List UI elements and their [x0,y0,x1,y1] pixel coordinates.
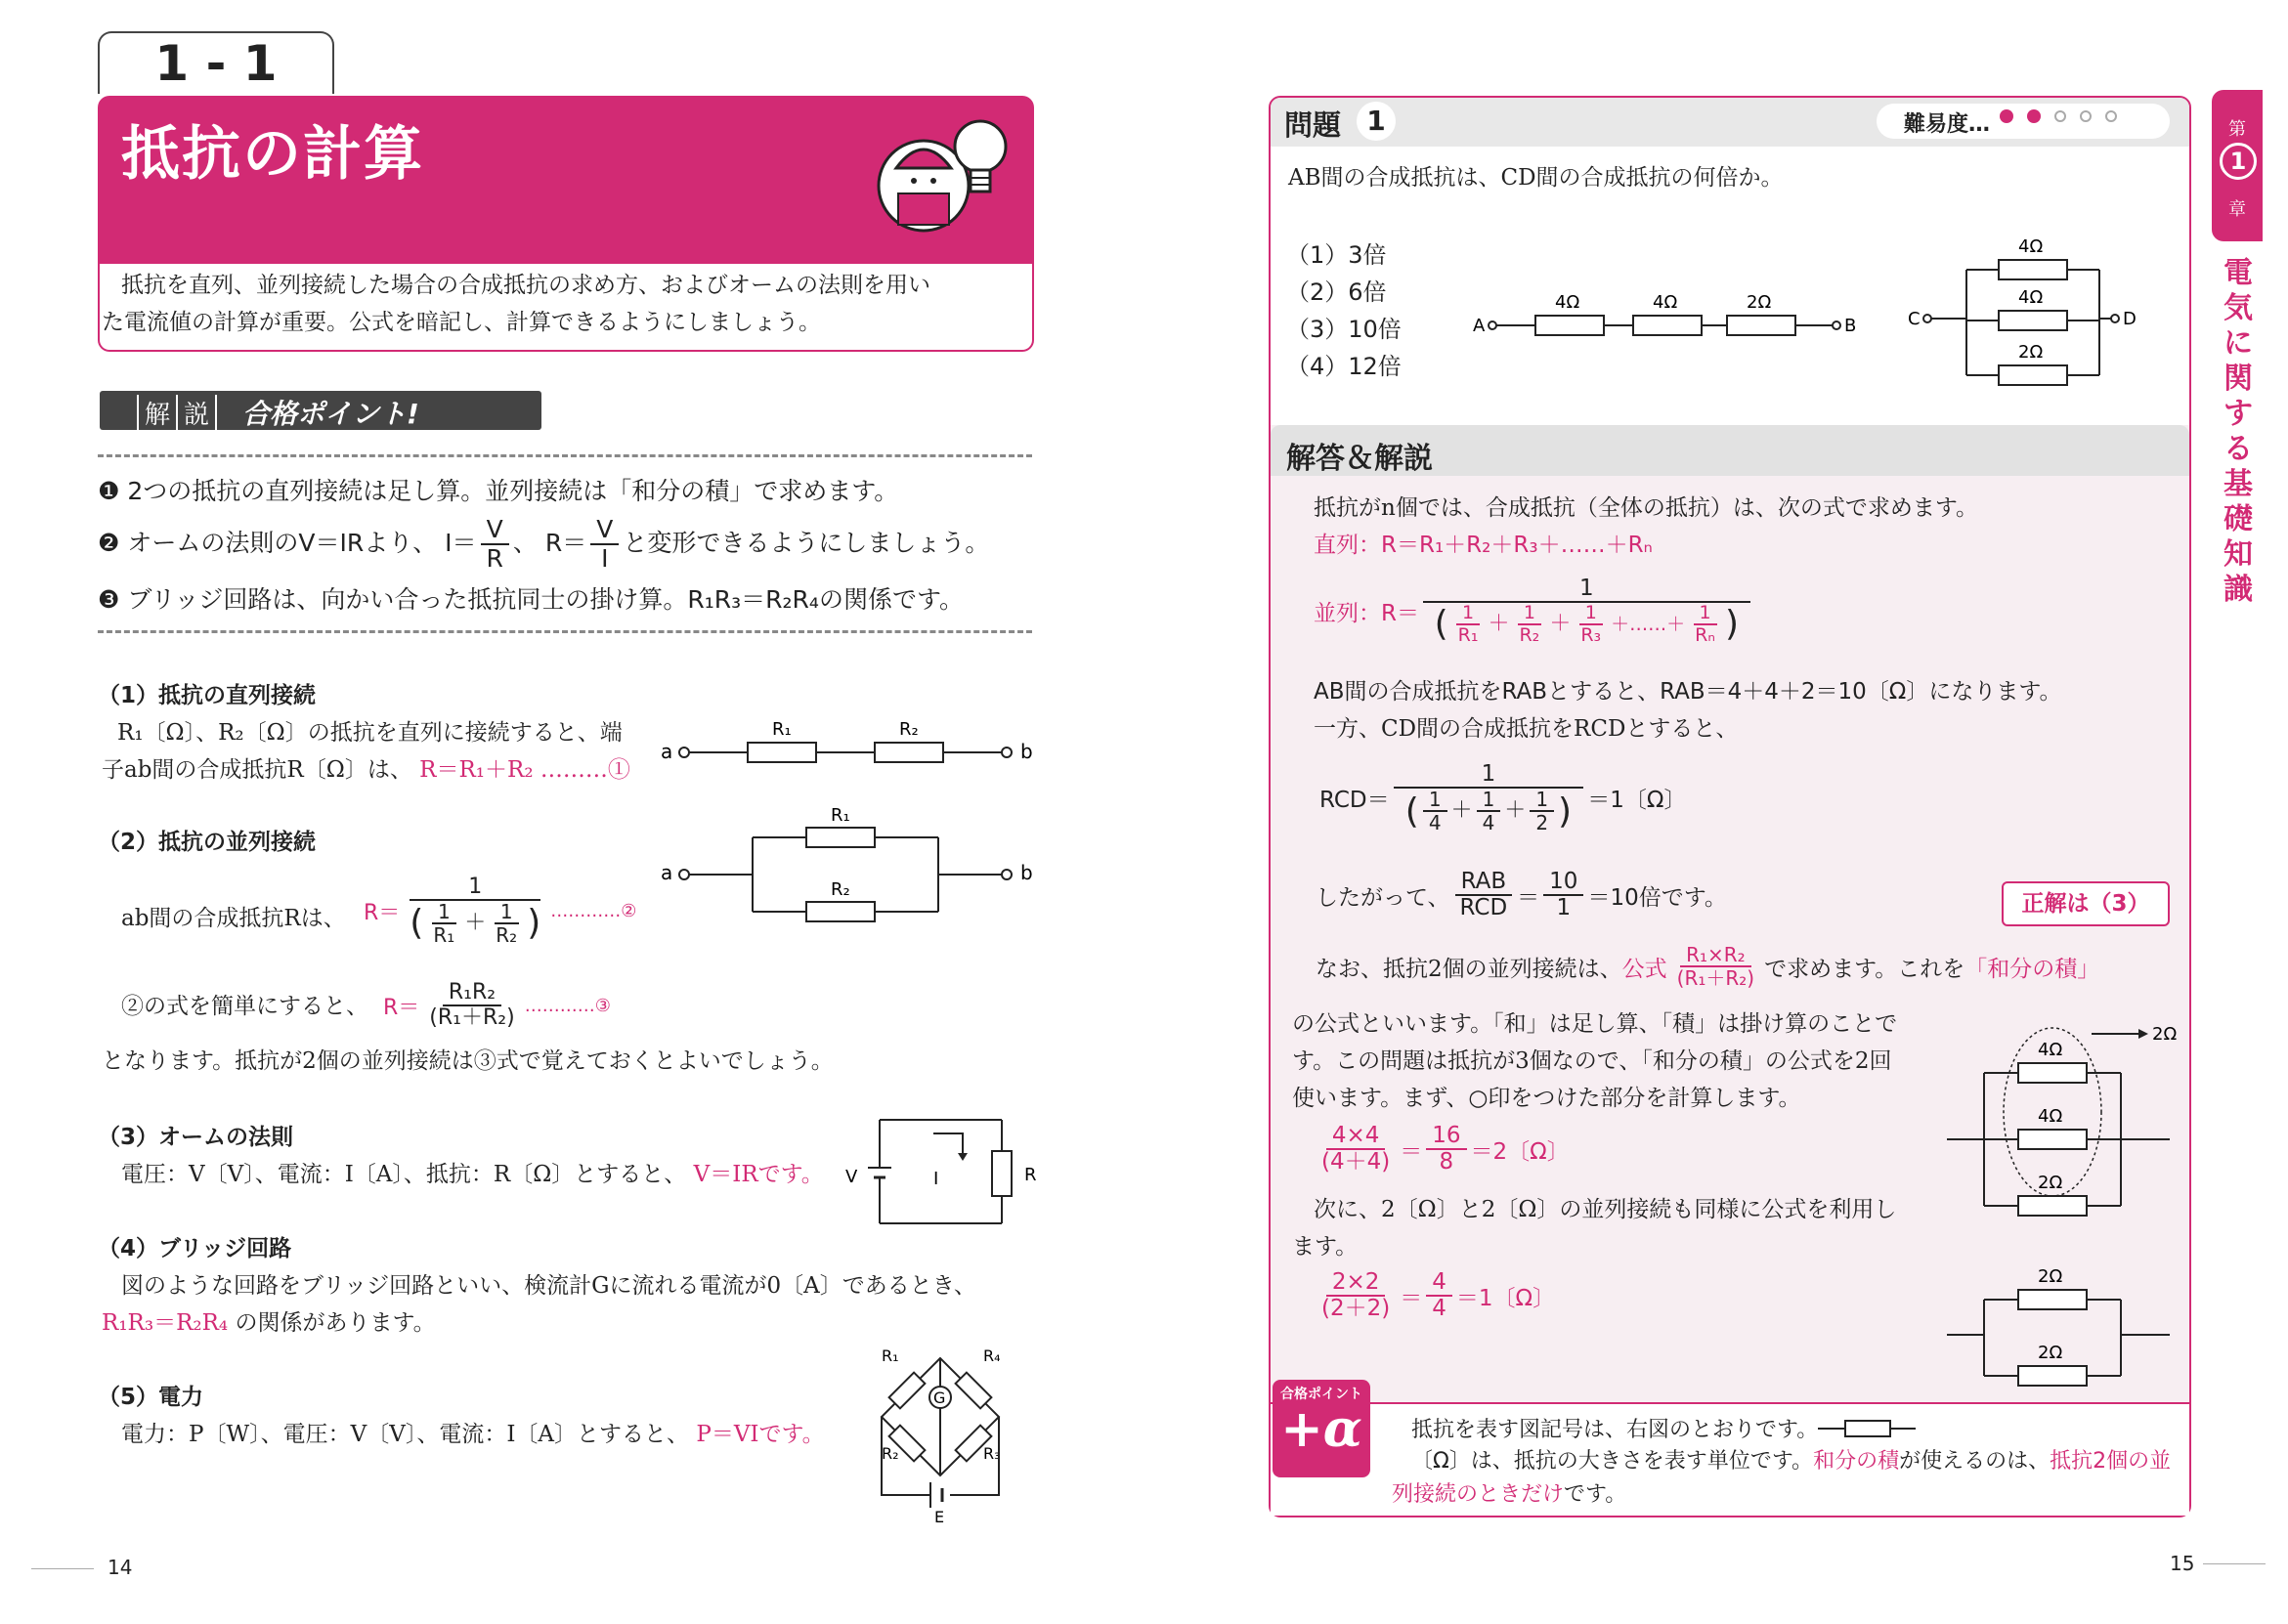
calc-2: $\frac{2\times 2}{(2+2)}$ ＝ $\frac{4}{4}$ ＝1〔Ω〕 [1321,1269,1556,1322]
s3-heading: （3）オームの法則 [98,1125,294,1150]
svg-text:4Ω: 4Ω [2018,287,2044,308]
explain-3: 一方、CD間の合成抵抗をRCDとすると、 [1314,716,1739,742]
intro-line-2: た電流値の計算が重要。公式を暗記し、計算できるようにしましょう。 [102,310,821,335]
series-label-r2: R₂ [899,719,919,740]
svg-text:2Ω: 2Ω [2038,1343,2063,1363]
s2-req: R＝ [364,900,401,925]
alpha-line-3: 列接続のときだけです。 [1392,1482,1627,1507]
difficulty-dot-empty [2080,110,2092,122]
point-1-num: ❶ [98,477,120,505]
s2-formula-2: R＝ $\frac{\text{R₁R₂}}{\text{(R₁＋R₂)}}$ …………③ [383,980,611,1031]
calc-1: $\frac{4\times 4}{(4+4)}$ ＝ $\frac{16}{8}$ ＝2〔Ω〕 [1321,1123,1570,1175]
problem-number: 1 [1357,102,1396,141]
points-header-k2: 説 [176,395,217,431]
difficulty-dot-filled [2000,109,2013,123]
point-2-frac-1: $\frac{V}{R}$ [481,516,509,572]
svg-text:4Ω: 4Ω [2038,1040,2063,1060]
svg-text:4Ω: 4Ω [2018,236,2044,257]
s2-heading: （2）抵抗の並列接続 [98,830,317,855]
parallel-circuit-diagram [655,801,1046,948]
svg-text:2Ω: 2Ω [2018,342,2044,363]
s4-line-1: 図のような回路をブリッジ回路といい、検流計Gに流れる電流が0〔A〕であるとき、 [121,1273,976,1299]
resistor-symbol-icon [1818,1419,1916,1438]
alpha-badge-label: 合格ポイント [1280,1387,1362,1402]
points-header-label: 合格ポイント! [242,398,419,430]
series-resistor-r2 [875,743,943,762]
page-title: 抵抗の計算 [121,120,424,189]
option-4: （4）12倍 [1286,353,1402,380]
svg-text:R₃: R₃ [983,1444,1001,1463]
reduction-diagram-1 [1945,1016,2180,1221]
s2-formula [364,876,636,946]
mascot-illustration [875,107,1012,244]
svg-text:4Ω: 4Ω [1653,292,1678,313]
para-4: 次に、2〔Ω〕と2〔Ω〕の並列接続も同様に公式を利用し [1314,1197,1897,1222]
point-2-post: と変形できるようにしましょう。 [623,529,990,558]
divider-top [98,454,1032,457]
s1-heading: （1）抵抗の直列接続 [98,683,317,708]
alpha-badge-symbol: +α [1280,1399,1362,1459]
explain-1: 抵抗がn個では、合成抵抗（全体の抵抗）は、次の式で求めます。 [1314,495,1978,521]
rcd-formula: RCD＝ 1 ( $\frac{1}{4}$ ＋ $\frac{1}{4}$ ＋ $\frac{1}{2}$ ) ＝1〔Ω〕 [1319,761,1687,835]
series-resistor-r1 [748,743,816,762]
svg-text:R₁: R₁ [831,805,850,826]
chapter-dai: 第 [2228,119,2246,140]
wabun-line: なお、抵抗2個の並列接続は、 公式 $\frac{\text{R₁×R₂}}{\text{(R₁＋R₂)}}$ で求めます。これを 「和分の積」 [1316,943,2100,990]
series-circuit-diagram [655,713,1046,791]
difficulty-dot-empty [2054,110,2066,122]
series-formula: 直列：R＝R₁＋R₂＋R₃＋……＋Rₙ [1314,533,1653,558]
difficulty-dot-filled [2027,109,2041,123]
option-2: （2）6倍 [1286,278,1387,306]
point-1 [98,476,898,508]
para-3: 使います。まず、○印をつけた部分を計算します。 [1292,1086,1801,1111]
explain-2: AB間の合成抵抗をRABとすると、RAB＝4＋4＋2＝10〔Ω〕になります。 [1314,679,2062,705]
svg-text:D: D [2123,309,2137,329]
s2-line-2: ②の式を簡単にすると、 [121,994,368,1019]
svg-text:V: V [845,1167,858,1187]
svg-text:2Ω: 2Ω [2152,1024,2178,1045]
para-1: の公式といいます。「和」は足し算、「積」は掛け算のことで [1292,1011,1898,1037]
options-list [1286,236,1402,385]
s5-text: 電力：P〔W〕、電圧：V〔V〕、電流：I〔A〕とすると、 P＝VIです。 [121,1422,825,1447]
page-number-right: 15 [2170,1552,2195,1575]
parallel-formula: 並列：R＝ 1 ( $\frac{1}{\text{R₁}}$ ＋ $\frac{1}{\text{R₂}}$ ＋ $\frac{1}{\text{R₃}}$ ＋……＋ $\frac{1}{\text{Rₙ}}$ ) [1314,577,1754,646]
section-number: 1 - 1 [154,35,278,92]
svg-text:I: I [933,1169,939,1189]
answer-header-label: 解答＆解説 [1286,442,1433,476]
page-number-left: 14 [108,1556,133,1579]
s4-line-2: R₁R₃＝R₂R₄ の関係があります。 [102,1310,436,1336]
svg-text:4Ω: 4Ω [2038,1106,2063,1127]
svg-text:2Ω: 2Ω [2038,1173,2063,1193]
s1-line-2 [102,756,630,786]
ohm-circuit-diagram [841,1114,1046,1231]
chapter-title: 電 気 に 関 す る 基 礎 知 識 [2223,256,2253,607]
s5-heading: （5）電力 [98,1385,204,1410]
point-2-pre: オームの法則のV＝IRより、 I＝ [127,529,477,558]
svg-text:a: a [661,861,673,884]
series-label-r1: R₁ [772,719,792,740]
svg-text:4Ω: 4Ω [1555,292,1580,313]
s2-line-3: となります。抵抗が2個の並列接続は③式で覚えておくとよいでしょう。 [102,1048,834,1074]
difficulty-dots [2000,109,2117,123]
bridge-circuit-diagram [860,1344,1036,1524]
reduction-diagram-2 [1945,1261,2180,1388]
parallel-resistor-r2 [806,902,875,921]
problem-label: 問題 [1284,108,1342,142]
svg-text:R₁: R₁ [882,1346,899,1365]
para-2: す。この問題は抵抗が3個なので、「和分の積」の公式を2回 [1292,1048,1892,1074]
difficulty-label: 難易度… [1904,112,1991,137]
svg-text:R₂: R₂ [882,1444,899,1463]
question-text: AB間の合成抵抗は、CD間の合成抵抗の何倍か。 [1288,165,1784,191]
option-3: （3）10倍 [1286,316,1402,343]
chapter-number: 1 [2220,143,2257,180]
parallel-resistor-r1 [806,828,875,847]
svg-text:R₂: R₂ [831,879,850,900]
svg-text:B: B [1844,316,1857,336]
ratio-line: したがって、 $\frac{\text{RAB}}{\text{RCD}}$ ＝ $\frac{10}{1}$ ＝10倍です。 [1316,869,1727,921]
point-3-text: ブリッジ回路は、向かい合った抵抗同士の掛け算。R₁R₃＝R₂R₄の関係です。 [127,585,964,614]
left-footer-rule [31,1568,94,1569]
point-1-text: 2つの抵抗の直列接続は足し算。並列接続は「和分の積」で求めます。 [127,477,899,505]
series-terminal-a: a [661,740,673,763]
s1-line-2a: 子ab間の合成抵抗R〔Ω〕は、 [102,757,412,783]
series-terminal-b: b [1020,740,1033,763]
para-5: ます。 [1292,1234,1359,1260]
alpha-line-2: 〔Ω〕は、抵抗の大きさを表す単位です。和分の積が使えるのは、抵抗2個の並 [1411,1449,2172,1474]
ab-circuit-diagram [1471,288,1862,347]
cd-circuit-diagram [1906,235,2140,391]
s1-line-1: R₁〔Ω〕、R₂〔Ω〕の抵抗を直列に接続すると、端 [117,720,623,746]
point-3-num: ❸ [98,585,120,614]
s1-formula: R＝R₁＋R₂ ………① [419,757,630,783]
point-2 [98,516,989,572]
s2-main-frac: 1 ( $\frac{1}{\text{R₁}}$ ＋ $\frac{1}{\text{R₂}}$ ) [410,875,541,948]
svg-text:2Ω: 2Ω [1747,292,1772,313]
correct-answer-badge: 正解は（3） [2002,881,2170,926]
point-2-frac-2: $\frac{V}{I}$ [590,516,619,572]
s4-heading: （4）ブリッジ回路 [98,1236,292,1261]
alpha-line-1: 抵抗を表す図記号は、右図のとおりです。 [1411,1413,1916,1443]
svg-text:R₄: R₄ [983,1346,1001,1365]
svg-text:A: A [1473,316,1486,336]
s2-lead: ab間の合成抵抗Rは、 [121,906,346,931]
svg-text:E: E [934,1508,945,1524]
svg-text:C: C [1908,309,1921,329]
svg-text:2Ω: 2Ω [2038,1266,2063,1287]
point-3 [98,584,964,617]
intro-line-1: 抵抗を直列、並列接続した場合の合成抵抗の求め方、およびオームの法則を用い [121,273,930,298]
svg-text:R: R [1024,1165,1037,1185]
divider-bottom [98,630,1032,633]
chapter-sho: 章 [2228,199,2246,220]
point-2-num: ❷ [98,529,120,558]
point-2-mid: 、 R＝ [512,529,587,558]
svg-text:b: b [1020,861,1033,884]
right-footer-rule [2203,1563,2266,1564]
points-header-k1: 解 [137,395,170,431]
difficulty-dot-empty [2105,110,2117,122]
option-1: （1）3倍 [1286,241,1387,269]
svg-text:G: G [933,1389,946,1407]
s2-c1: …………② [550,900,637,921]
s3-text: 電圧：V〔V〕、電流：I〔A〕、抵抗：R〔Ω〕とすると、 V＝IRです。 [121,1162,824,1187]
